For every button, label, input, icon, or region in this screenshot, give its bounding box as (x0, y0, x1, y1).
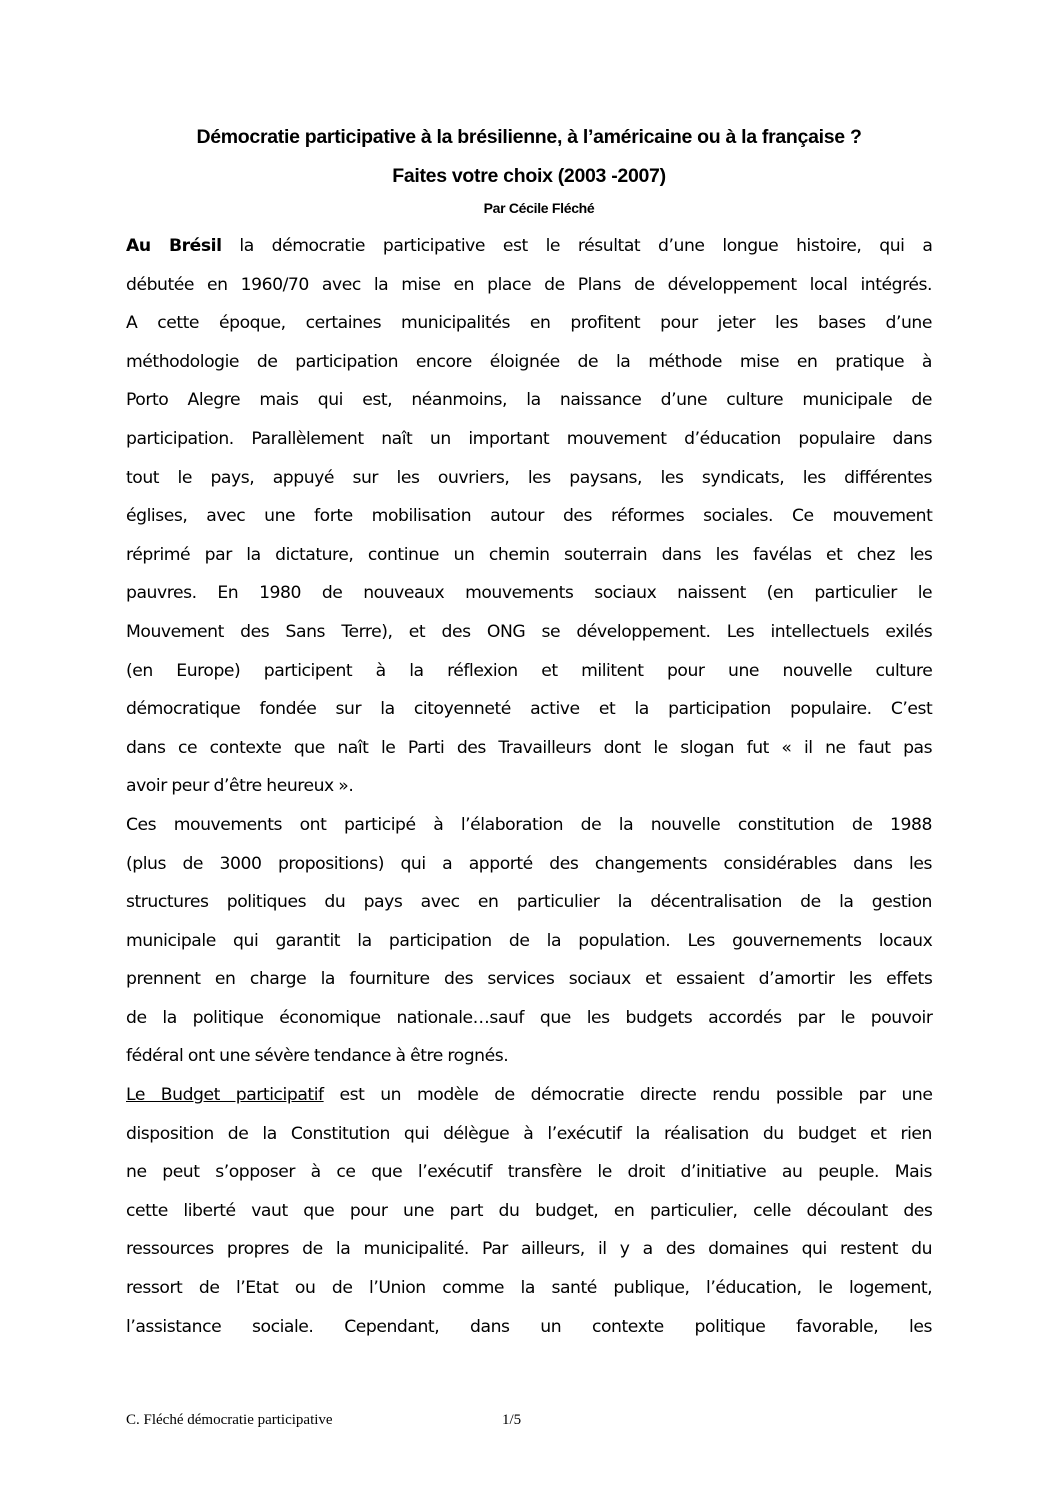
text-line: l’assistance sociale. Cependant, dans un contexte politique favorable, les (126, 1316, 932, 1337)
underlined-lead: Le Budget participatif (126, 1085, 324, 1106)
text-line: démocratique fondée sur la citoyenneté active et la participation populaire. C’est (126, 699, 933, 720)
text-line: cette liberté vaut que pour une part du budget, en particulier, celle découlant des (126, 1200, 933, 1221)
text-line: ressources propres de la municipalité. Par ailleurs, il y a des domaines qui restent du (126, 1239, 933, 1260)
text-line: structures politiques du pays avec en particulier la décentralisation de la gestion (126, 892, 932, 913)
text-line: disposition de la Constitution qui délègue à l’exécutif la réalisation du budget et rien (126, 1123, 932, 1144)
document-subtitle: Faites votre choix (2003 -2007) (392, 165, 666, 187)
text-line: églises, avec une forte mobilisation autour des réformes sociales. Ce mouvement (126, 506, 933, 527)
text-line: débutée en 1960/70 avec la mise en place de Plans de développement local intégrés. (126, 274, 932, 295)
text-line: de la politique économique nationale…sauf que les budgets accordés par le pouvoir (126, 1007, 933, 1028)
bold-lead: Au Brésil (126, 236, 222, 256)
text-line: réprimé par la dictature, continue un chemin souterrain dans les favélas et chez les (126, 544, 933, 565)
document-body (126, 233, 932, 1352)
text-line: ressort de l’Etat ou de l’Union comme la santé publique, l’éducation, le logement, (126, 1278, 933, 1299)
text-line: A cette époque, certaines municipalités en profitent pour jeter les bases d’une (126, 313, 933, 334)
text-line: fédéral ont une sévère tendance à être rognés. (126, 1046, 509, 1067)
text-line: municipale qui garantit la participation de la population. Les gouvernements locaux (126, 930, 933, 951)
text-line: participation. Parallèlement naît un important mouvement d’éducation populaire dans (126, 428, 932, 449)
text-line: Ces mouvements ont participé à l’élaboration de la nouvelle constitution de 1988 (126, 814, 932, 835)
text-line: Mouvement des Sans Terre), et des ONG se développement. Les intellectuels exilés (126, 621, 933, 642)
text-line: Le Budget participatif est un modèle de démocratie directe rendu possible par une (126, 1085, 933, 1106)
text-line: prennent en charge la fourniture des services sociaux et essaient d’amortir les effets (126, 969, 933, 990)
text-line: (plus de 3000 propositions) qui a apporté des changements considérables dans les (126, 853, 932, 874)
text-line: Au Brésil la démocratie participative est le résultat d’une longue histoire, qui a (126, 236, 933, 256)
document-author: Par Cécile Fléché (483, 200, 595, 216)
text-line: avoir peur d’être heureux ». (126, 776, 354, 797)
text-line: Porto Alegre mais qui est, néanmoins, la naissance d’une culture municipale de (126, 390, 932, 411)
text-line: (en Europe) participent à la réflexion et militent pour une nouvelle culture (126, 660, 933, 681)
text-line: ne peut s’opposer à ce que l’exécutif transfère le droit d’initiative au peuple. Mais (126, 1162, 932, 1183)
footer-page-number: 1/5 (502, 1412, 522, 1428)
text-line: tout le pays, appuyé sur les ouvriers, les paysans, les syndicats, les différentes (126, 467, 932, 488)
text-line: méthodologie de participation encore éloignée de la méthode mise en pratique à (126, 351, 933, 372)
text-line: dans ce contexte que naît le Parti des Travailleurs dont le slogan fut « il ne faut pas (126, 737, 933, 758)
footer-document-name: C. Fléché démocratie participative (126, 1412, 333, 1428)
document-title: Démocratie participative à la brésilienne, à l’américaine ou à la française ? (196, 126, 862, 148)
text-line: pauvres. En 1980 de nouveaux mouvements sociaux naissent (en particulier le (126, 583, 933, 604)
